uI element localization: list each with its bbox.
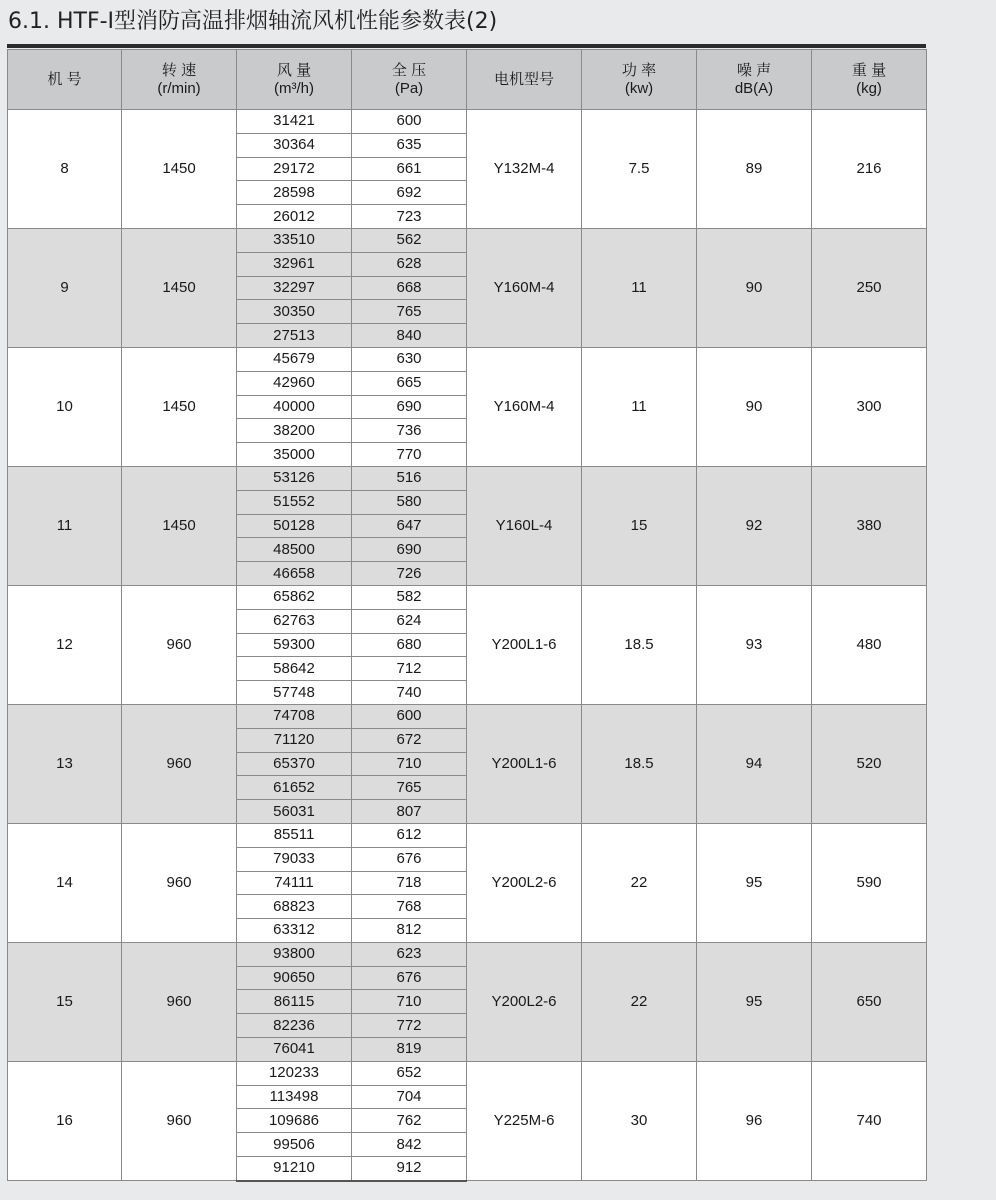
weight-cell: 300 — [812, 347, 927, 466]
pressure-cell: 635 — [352, 133, 467, 157]
weight-cell: 650 — [812, 942, 927, 1061]
noise-cell: 93 — [697, 585, 812, 704]
noise-cell: 94 — [697, 704, 812, 823]
table-body — [8, 110, 927, 1181]
pressure-cell: 740 — [352, 681, 467, 705]
speed-cell: 960 — [122, 1061, 237, 1180]
airflow-cell: 113498 — [237, 1085, 352, 1109]
weight-cell: 740 — [812, 1061, 927, 1180]
pressure-cell: 768 — [352, 895, 467, 919]
motor-cell: Y160M-4 — [467, 228, 582, 347]
header-unit: (m³/h) — [274, 79, 314, 97]
header-label: 风 量 — [276, 61, 312, 79]
speed-cell: 1450 — [122, 110, 237, 229]
header-label: 机 号 — [47, 70, 82, 88]
title-rule — [7, 44, 926, 48]
pressure-cell: 647 — [352, 514, 467, 538]
airflow-cell: 51552 — [237, 490, 352, 514]
pressure-cell: 628 — [352, 252, 467, 276]
pressure-cell: 762 — [352, 1109, 467, 1133]
power-cell: 30 — [582, 1061, 697, 1180]
weight-cell: 480 — [812, 585, 927, 704]
pressure-cell: 765 — [352, 776, 467, 800]
pressure-cell: 672 — [352, 728, 467, 752]
airflow-cell: 90650 — [237, 966, 352, 990]
header-label: 电机型号 — [493, 70, 554, 88]
motor-cell: Y225M-6 — [467, 1061, 582, 1180]
page-title: 6.1. HTF-Ⅰ型消防高温排烟轴流风机性能参数表(2) — [8, 9, 498, 34]
model-cell: 16 — [8, 1061, 122, 1180]
airflow-cell: 61652 — [237, 776, 352, 800]
model-cell: 9 — [8, 228, 122, 347]
pressure-cell: 668 — [352, 276, 467, 300]
airflow-cell: 32297 — [237, 276, 352, 300]
airflow-cell: 82236 — [237, 1014, 352, 1038]
power-cell: 22 — [582, 823, 697, 942]
airflow-cell: 56031 — [237, 800, 352, 824]
col-pressure-header — [352, 50, 467, 110]
pressure-cell: 582 — [352, 585, 467, 609]
table-row — [8, 942, 927, 966]
airflow-cell: 86115 — [237, 990, 352, 1014]
pressure-cell: 612 — [352, 823, 467, 847]
motor-cell: Y132M-4 — [467, 110, 582, 229]
col-power-header — [582, 50, 697, 110]
motor-cell: Y200L2-6 — [467, 942, 582, 1061]
table-row — [8, 466, 927, 490]
header-unit: (r/min) — [157, 79, 201, 97]
header-label: 转 速 — [161, 61, 197, 79]
airflow-cell: 45679 — [237, 347, 352, 371]
model-cell: 10 — [8, 347, 122, 466]
pressure-cell: 624 — [352, 609, 467, 633]
speed-cell: 960 — [122, 585, 237, 704]
model-cell: 14 — [8, 823, 122, 942]
pressure-cell: 807 — [352, 800, 467, 824]
noise-cell: 90 — [697, 347, 812, 466]
pressure-cell: 765 — [352, 300, 467, 324]
header-unit: (kg) — [856, 79, 882, 97]
pressure-cell: 692 — [352, 181, 467, 205]
model-cell: 8 — [8, 110, 122, 229]
speed-cell: 960 — [122, 823, 237, 942]
airflow-cell: 74708 — [237, 704, 352, 728]
table-row — [8, 110, 927, 134]
airflow-cell: 32961 — [237, 252, 352, 276]
header-label: 重 量 — [851, 61, 887, 79]
airflow-cell: 30350 — [237, 300, 352, 324]
airflow-cell: 109686 — [237, 1109, 352, 1133]
table-header-row — [8, 50, 927, 110]
motor-cell: Y160M-4 — [467, 347, 582, 466]
col-motor-header — [467, 50, 582, 110]
pressure-cell: 600 — [352, 704, 467, 728]
airflow-cell: 35000 — [237, 443, 352, 467]
pressure-cell: 723 — [352, 205, 467, 229]
speed-cell: 960 — [122, 942, 237, 1061]
header-label: 噪 声 — [736, 61, 772, 79]
speed-cell: 1450 — [122, 347, 237, 466]
motor-cell: Y200L1-6 — [467, 704, 582, 823]
airflow-cell: 63312 — [237, 919, 352, 943]
airflow-cell: 40000 — [237, 395, 352, 419]
weight-cell: 380 — [812, 466, 927, 585]
speed-cell: 1450 — [122, 228, 237, 347]
motor-cell: Y200L1-6 — [467, 585, 582, 704]
table-row — [8, 585, 927, 609]
pressure-cell: 770 — [352, 443, 467, 467]
pressure-cell: 562 — [352, 228, 467, 252]
weight-cell: 590 — [812, 823, 927, 942]
airflow-cell: 46658 — [237, 562, 352, 586]
pressure-cell: 516 — [352, 466, 467, 490]
airflow-cell: 65862 — [237, 585, 352, 609]
table-row — [8, 823, 927, 847]
table-row — [8, 704, 927, 728]
airflow-cell: 71120 — [237, 728, 352, 752]
airflow-cell: 30364 — [237, 133, 352, 157]
airflow-cell: 53126 — [237, 466, 352, 490]
power-cell: 18.5 — [582, 585, 697, 704]
power-cell: 15 — [582, 466, 697, 585]
table-row — [8, 347, 927, 371]
model-cell: 13 — [8, 704, 122, 823]
airflow-cell: 74111 — [237, 871, 352, 895]
col-noise-header — [697, 50, 812, 110]
airflow-cell: 38200 — [237, 419, 352, 443]
airflow-cell: 31421 — [237, 110, 352, 134]
airflow-cell: 85511 — [237, 823, 352, 847]
header-label: 全 压 — [391, 61, 427, 79]
table-row — [8, 1061, 927, 1085]
pressure-cell: 690 — [352, 538, 467, 562]
power-cell: 22 — [582, 942, 697, 1061]
pressure-cell: 710 — [352, 752, 467, 776]
airflow-cell: 120233 — [237, 1061, 352, 1085]
airflow-cell: 62763 — [237, 609, 352, 633]
pressure-cell: 704 — [352, 1085, 467, 1109]
pressure-cell: 630 — [352, 347, 467, 371]
header-label: 功 率 — [621, 61, 657, 79]
airflow-cell: 59300 — [237, 633, 352, 657]
pressure-cell: 718 — [352, 871, 467, 895]
pressure-cell: 690 — [352, 395, 467, 419]
pressure-cell: 600 — [352, 110, 467, 134]
airflow-cell: 33510 — [237, 228, 352, 252]
header-unit: (Pa) — [394, 79, 424, 97]
power-cell: 11 — [582, 228, 697, 347]
col-weight-header — [812, 50, 927, 110]
airflow-cell: 91210 — [237, 1157, 352, 1181]
pressure-cell: 676 — [352, 847, 467, 871]
power-cell: 11 — [582, 347, 697, 466]
pressure-cell: 623 — [352, 942, 467, 966]
pressure-cell: 680 — [352, 633, 467, 657]
pressure-cell: 912 — [352, 1157, 467, 1181]
speed-cell: 960 — [122, 704, 237, 823]
airflow-cell: 28598 — [237, 181, 352, 205]
airflow-cell: 99506 — [237, 1133, 352, 1157]
pressure-cell: 710 — [352, 990, 467, 1014]
noise-cell: 90 — [697, 228, 812, 347]
model-cell: 11 — [8, 466, 122, 585]
header-unit: (kw) — [624, 79, 654, 97]
pressure-cell: 726 — [352, 562, 467, 586]
weight-cell: 216 — [812, 110, 927, 229]
col-model-header — [8, 50, 122, 110]
airflow-cell: 50128 — [237, 514, 352, 538]
power-cell: 7.5 — [582, 110, 697, 229]
pressure-cell: 812 — [352, 919, 467, 943]
airflow-cell: 76041 — [237, 1038, 352, 1062]
noise-cell: 95 — [697, 942, 812, 1061]
noise-cell: 95 — [697, 823, 812, 942]
weight-cell: 250 — [812, 228, 927, 347]
col-airflow-header — [237, 50, 352, 110]
pressure-cell: 842 — [352, 1133, 467, 1157]
airflow-cell: 57748 — [237, 681, 352, 705]
power-cell: 18.5 — [582, 704, 697, 823]
model-cell: 12 — [8, 585, 122, 704]
pressure-cell: 819 — [352, 1038, 467, 1062]
col-speed-header — [122, 50, 237, 110]
pressure-cell: 652 — [352, 1061, 467, 1085]
pressure-cell: 772 — [352, 1014, 467, 1038]
header-unit: dB(A) — [734, 79, 774, 97]
airflow-cell: 26012 — [237, 205, 352, 229]
pressure-cell: 580 — [352, 490, 467, 514]
airflow-cell: 68823 — [237, 895, 352, 919]
airflow-cell: 27513 — [237, 324, 352, 348]
pressure-cell: 736 — [352, 419, 467, 443]
table-row — [8, 228, 927, 252]
airflow-cell: 58642 — [237, 657, 352, 681]
airflow-cell: 65370 — [237, 752, 352, 776]
pressure-cell: 661 — [352, 157, 467, 181]
noise-cell: 89 — [697, 110, 812, 229]
pressure-cell: 665 — [352, 371, 467, 395]
airflow-cell: 42960 — [237, 371, 352, 395]
speed-cell: 1450 — [122, 466, 237, 585]
airflow-cell: 29172 — [237, 157, 352, 181]
motor-cell: Y160L-4 — [467, 466, 582, 585]
airflow-cell: 93800 — [237, 942, 352, 966]
airflow-cell: 48500 — [237, 538, 352, 562]
model-cell: 15 — [8, 942, 122, 1061]
pressure-cell: 676 — [352, 966, 467, 990]
weight-cell: 520 — [812, 704, 927, 823]
airflow-cell: 79033 — [237, 847, 352, 871]
pressure-cell: 712 — [352, 657, 467, 681]
noise-cell: 96 — [697, 1061, 812, 1180]
noise-cell: 92 — [697, 466, 812, 585]
motor-cell: Y200L2-6 — [467, 823, 582, 942]
pressure-cell: 840 — [352, 324, 467, 348]
performance-table — [7, 49, 927, 1182]
